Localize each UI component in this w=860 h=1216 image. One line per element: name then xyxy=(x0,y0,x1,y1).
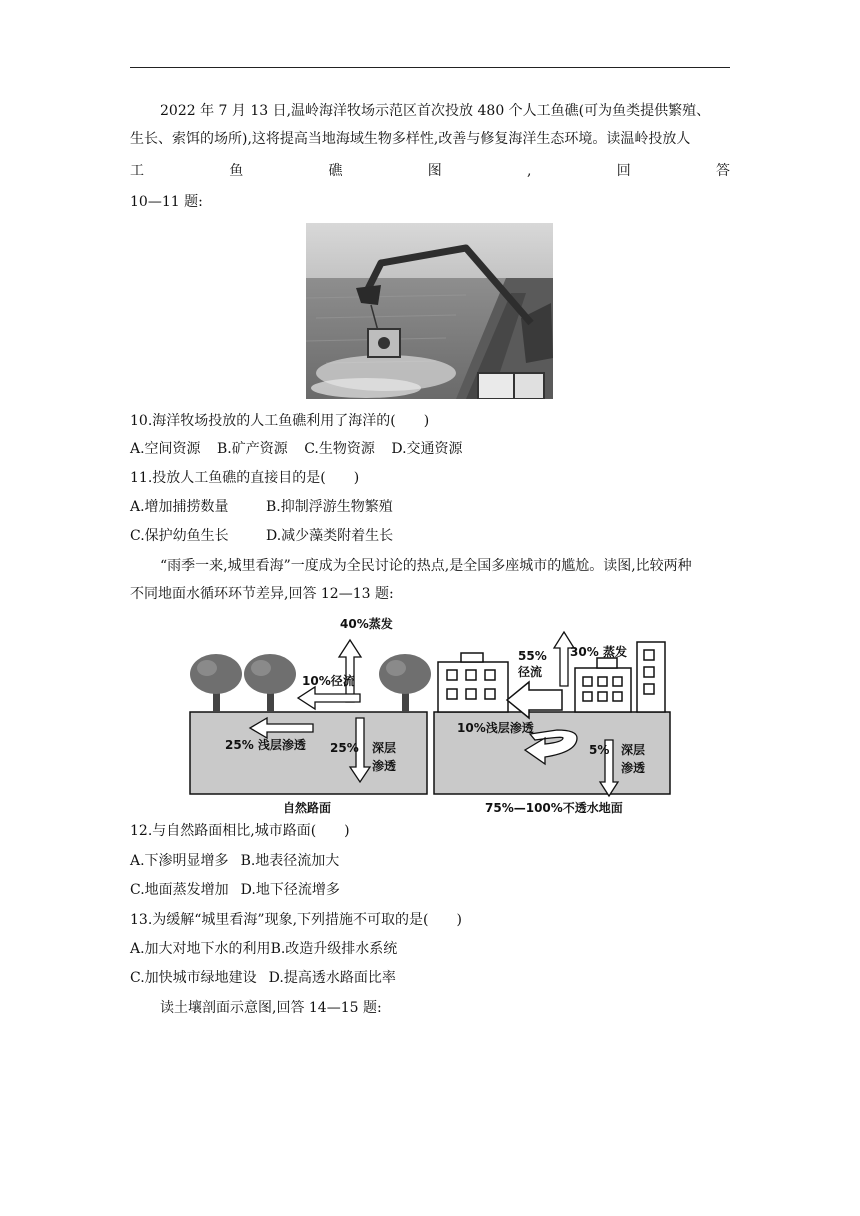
word: 答 xyxy=(715,163,730,179)
q13-options-row1 xyxy=(130,939,730,959)
header-rule xyxy=(130,67,730,68)
urban-caption: 75%—100%不透水地面 xyxy=(485,801,623,815)
urban-deep-label2: 渗透 xyxy=(621,761,646,775)
tree-icon xyxy=(244,654,296,712)
option-c[interactable]: C.保护幼鱼生长 xyxy=(130,528,229,544)
q12-options-row2 xyxy=(130,880,730,900)
option-c[interactable]: C.地面蒸发增加 xyxy=(130,882,229,898)
q11-options-row2 xyxy=(130,526,730,546)
water-cycle-diagram xyxy=(185,612,675,817)
natural-shallow-label: 25% 浅层渗透 xyxy=(225,738,306,752)
option-a[interactable]: A.下渗明显增多 xyxy=(130,853,229,869)
building-icon xyxy=(637,642,665,712)
option-d[interactable]: D.地下径流增多 xyxy=(240,882,340,898)
q10-options xyxy=(130,439,730,459)
q11-stem: 11.投放人工鱼礁的直接目的是( ) xyxy=(130,470,360,486)
urban-runoff-label: 径流 xyxy=(518,665,543,679)
word: 回 xyxy=(616,163,631,179)
natural-deep-label1: 深层 xyxy=(372,741,397,755)
tree-icon xyxy=(379,654,431,712)
natural-evap-label: 40%蒸发 xyxy=(340,617,393,631)
natural-runoff-label: 10%径流 xyxy=(302,674,355,688)
natural-caption: 自然路面 xyxy=(283,801,332,815)
intro3-line1: 读土壤剖面示意图,回答 14—15 题: xyxy=(160,1000,382,1016)
q10-stem: 10.海洋牧场投放的人工鱼礁利用了海洋的( ) xyxy=(130,413,430,429)
intro1-line1: 2022 年 7 月 13 日,温岭海洋牧场示范区首次投放 480 个人工鱼礁(可为鱼类提供繁殖、 xyxy=(160,103,711,119)
building-icon xyxy=(438,653,508,712)
option-a[interactable]: A.空间资源 xyxy=(130,441,201,457)
reef-photo xyxy=(306,223,553,399)
word: , xyxy=(527,163,532,179)
q12-options-row1 xyxy=(130,851,730,871)
q12-stem: 12.与自然路面相比,城市路面( ) xyxy=(130,823,350,839)
word: 工 xyxy=(130,163,144,179)
q13-stem: 13.为缓解“城里看海”现象,下列措施不可取的是( ) xyxy=(130,912,462,928)
option-a[interactable]: A.加大对地下水的利用 xyxy=(130,941,271,957)
evaporation-arrow-icon xyxy=(339,640,361,702)
natural-deep-pct: 25% xyxy=(330,741,359,755)
intro2-line1: “雨季一来,城里看海”一度成为全民讨论的热点,是全国多座城市的尴尬。读图,比较两种 xyxy=(160,558,692,574)
option-d[interactable]: D.减少藻类附着生长 xyxy=(266,528,394,544)
word: 图 xyxy=(427,163,442,179)
option-a[interactable]: A.增加捕捞数量 xyxy=(130,499,229,515)
option-d[interactable]: D.提高透水路面比率 xyxy=(268,970,396,986)
urban-runoff-pct: 55% xyxy=(518,649,547,663)
option-b[interactable]: B.抑制浮游生物繁殖 xyxy=(266,499,393,515)
tree-icon xyxy=(190,654,242,712)
building-icon xyxy=(575,658,631,712)
urban-deep-pct: 5% xyxy=(589,743,610,757)
intro1-line4: 10—11 题: xyxy=(130,194,203,210)
q11-options-row1 xyxy=(130,497,730,517)
option-b[interactable]: B.地表径流加大 xyxy=(240,853,340,869)
urban-evap-pct: 30% xyxy=(570,645,599,659)
option-c[interactable]: C.生物资源 xyxy=(304,441,375,457)
natural-deep-label2: 渗透 xyxy=(372,759,397,773)
q13-options-row2 xyxy=(130,968,730,988)
option-b[interactable]: B.改造升级排水系统 xyxy=(270,941,398,957)
urban-shallow-label: 10%浅层渗透 xyxy=(457,721,534,735)
option-d[interactable]: D.交通资源 xyxy=(391,441,463,457)
intro1-line2: 生长、索饵的场所),这将提高当地海域生物多样性,改善与修复海洋生态环境。读温岭投放人 xyxy=(130,131,691,147)
urban-evap-label: 蒸发 xyxy=(603,645,628,659)
word: 礁 xyxy=(328,163,343,179)
option-c[interactable]: C.加快城市绿地建设 xyxy=(130,970,257,986)
option-b[interactable]: B.矿产资源 xyxy=(217,441,288,457)
urban-deep-label1: 深层 xyxy=(621,743,646,757)
intro1-line3 xyxy=(130,161,730,181)
urban-evap-arrow-icon xyxy=(554,632,574,686)
intro2-line2: 不同地面水循环环节差异,回答 12—13 题: xyxy=(130,586,394,602)
word: 鱼 xyxy=(229,163,244,179)
